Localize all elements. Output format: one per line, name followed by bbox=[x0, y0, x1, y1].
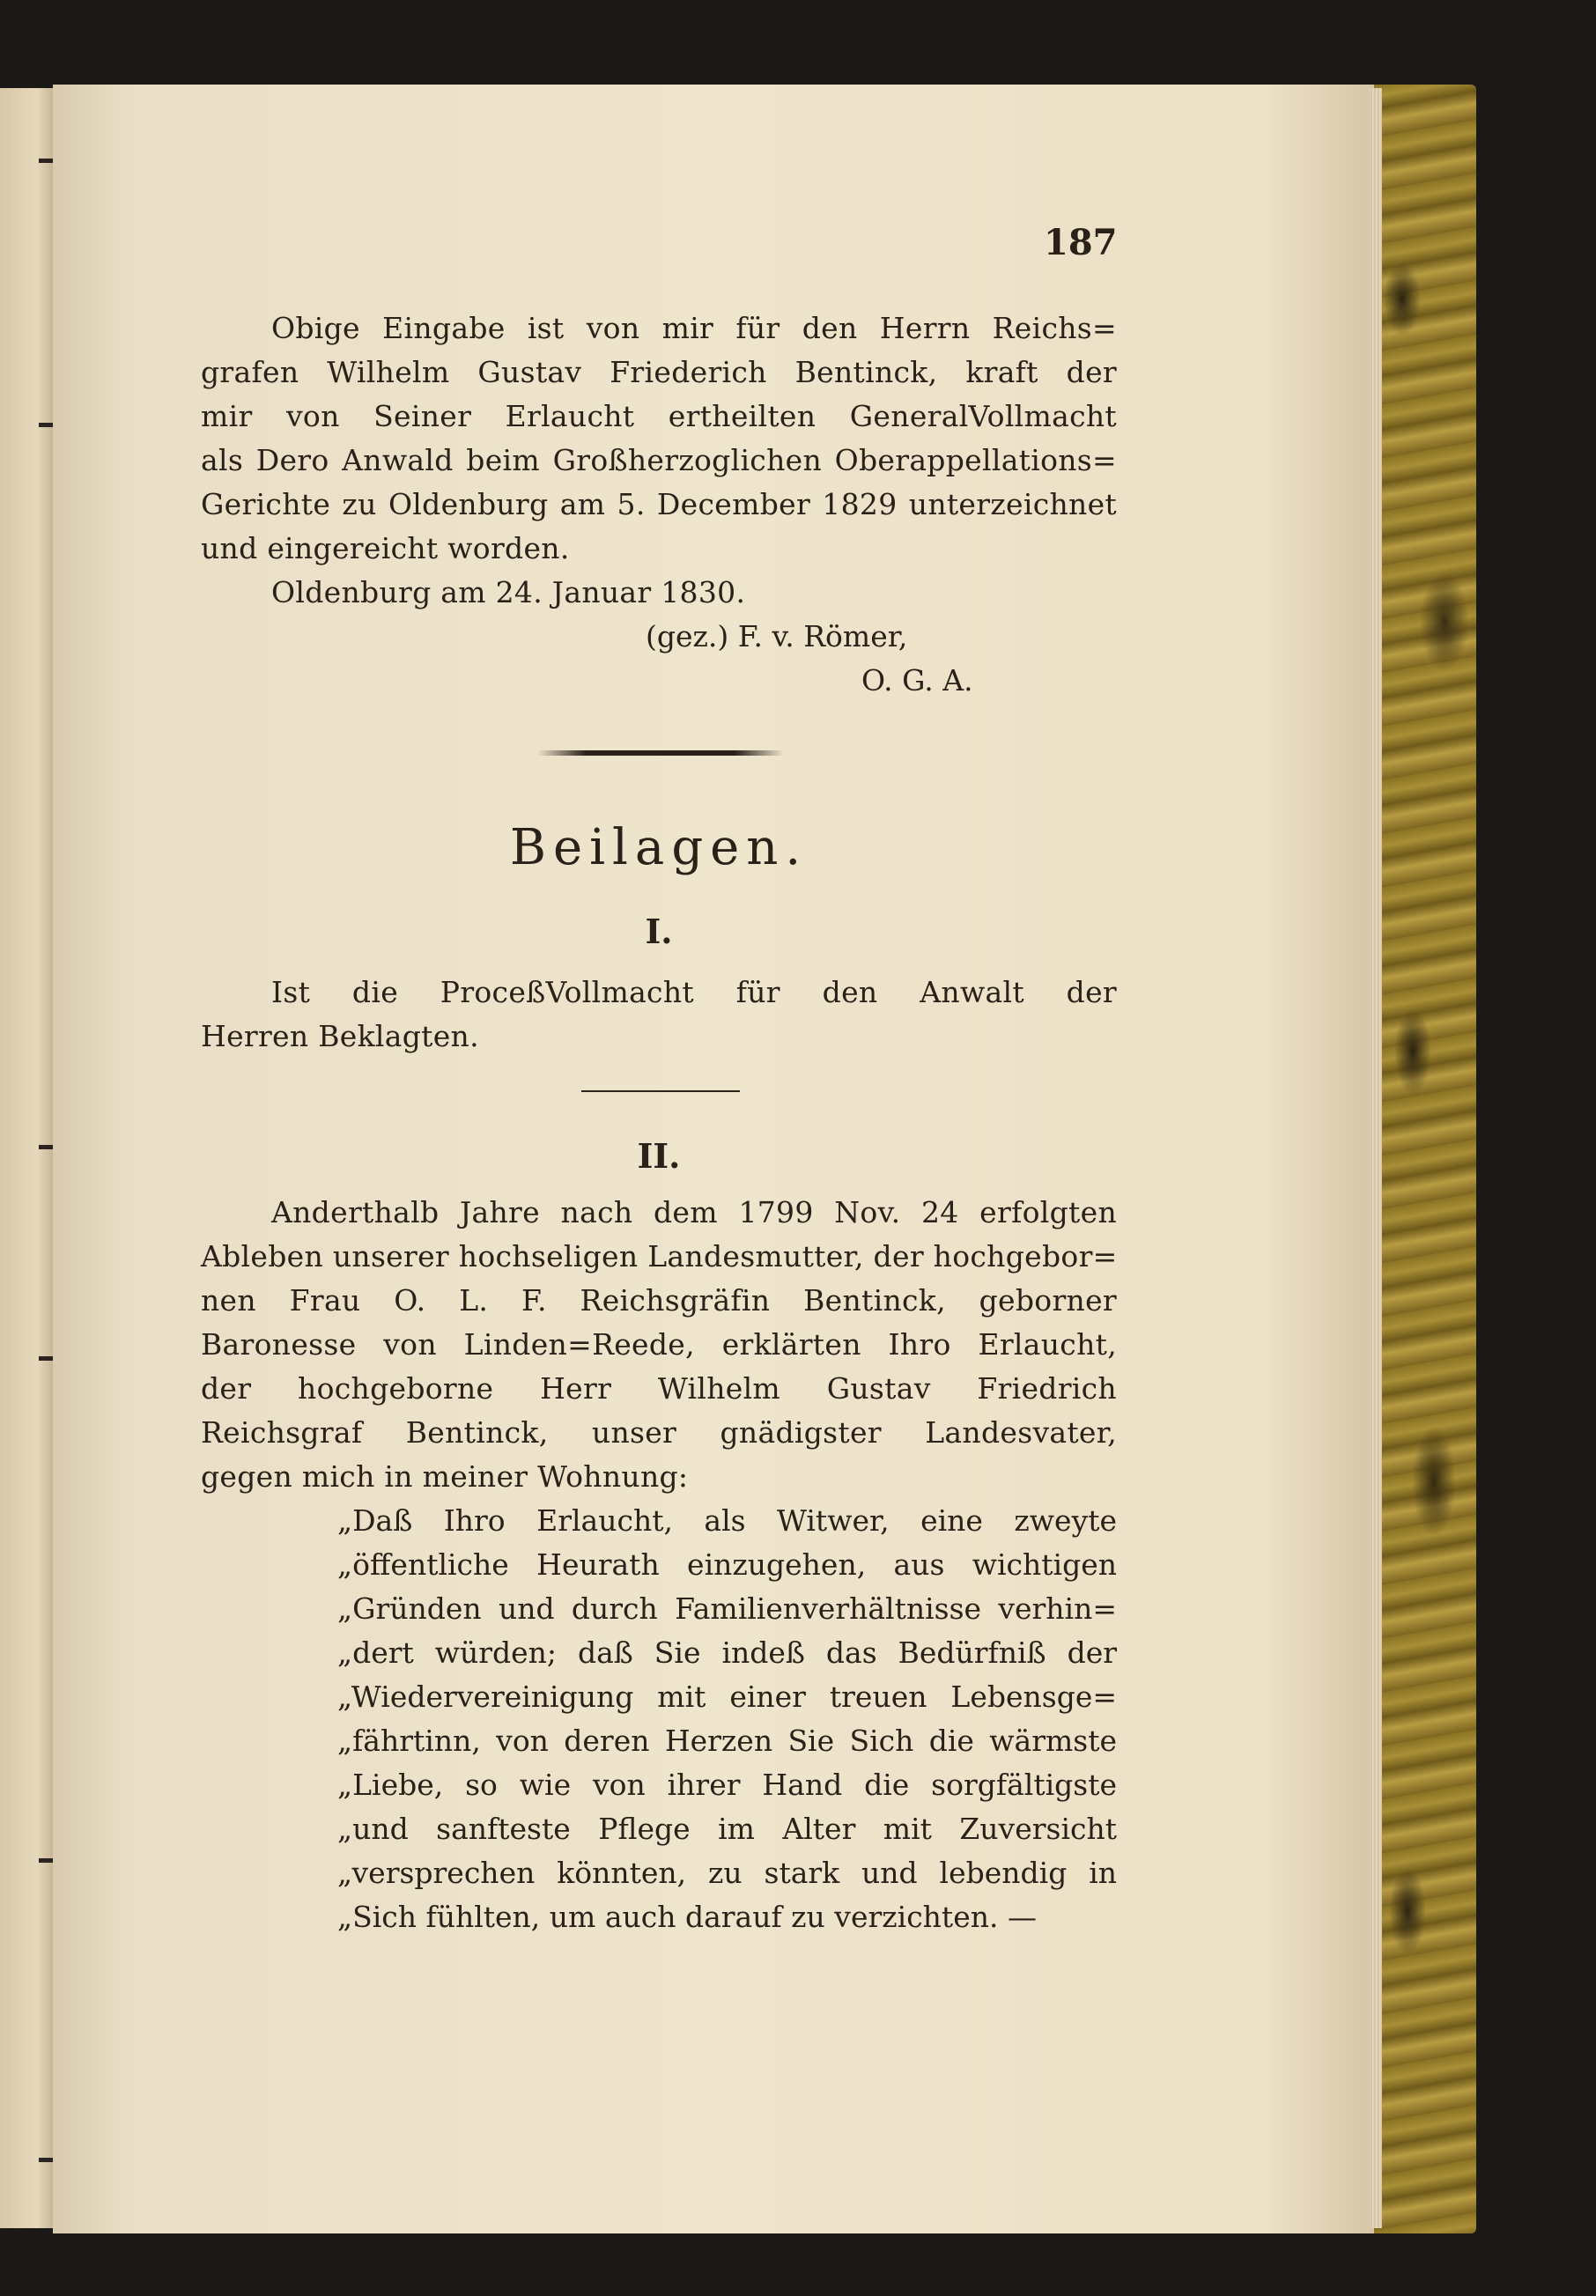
text-line: und eingereicht worden. bbox=[201, 531, 570, 565]
appendix-two-paragraph bbox=[201, 1191, 1117, 1939]
quote-line: „Gründen und durch Familienverhältnisse verhin= bbox=[337, 1591, 1117, 1626]
quote-line: „Wiedervereinigung mit einer treuen Lebensge= bbox=[337, 1680, 1117, 1714]
text-line: Ableben unserer hochseligen Landesmutter, der hochgebor= bbox=[201, 1239, 1118, 1274]
text-line: gegen mich in meiner Wohnung: bbox=[201, 1459, 689, 1494]
quote-line: „Daß Ihro Erlaucht, als Witwer, eine zweyte bbox=[337, 1503, 1117, 1538]
appendix-divider bbox=[581, 1090, 740, 1092]
appendix-numeral-two: II. bbox=[637, 1136, 681, 1176]
certification-paragraph bbox=[201, 306, 1117, 703]
page-number: 187 bbox=[1044, 222, 1118, 263]
text-line: grafen Wilhelm Gustav Friederich Bentinck, kraft der bbox=[201, 355, 1117, 389]
place-date: Oldenburg am 24. Januar 1830. bbox=[271, 575, 746, 609]
section-title: Beilagen. bbox=[509, 819, 809, 876]
quote-line: „versprechen könnten, zu stark und lebendig in bbox=[337, 1856, 1117, 1890]
quote-line: „Sich fühlten, um auch darauf zu verzichten. — bbox=[337, 1900, 1037, 1934]
signature-title: O. G. A. bbox=[861, 663, 973, 698]
text-line: der hochgeborne Herr Wilhelm Gustav Friedrich bbox=[201, 1371, 1117, 1406]
quote-line: „öffentliche Heurath einzugehen, aus wichtigen bbox=[337, 1547, 1117, 1582]
section-divider bbox=[537, 750, 784, 756]
page-stack-edge bbox=[1370, 88, 1382, 2228]
text-line: Herren Beklagten. bbox=[201, 1019, 479, 1053]
text-line: Reichsgraf Bentinck, unser gnädigster Landesvater, bbox=[201, 1415, 1117, 1450]
text-line: Gerichte zu Oldenburg am 5. December 1829 unterzeichnet bbox=[201, 487, 1117, 521]
facing-page-edge bbox=[0, 88, 53, 2228]
signature: (gez.) F. v. Römer, bbox=[646, 619, 908, 653]
text-line: Obige Eingabe ist von mir für den Herrn Reichs= bbox=[271, 311, 1117, 345]
text-line: Baronesse von Linden=Reede, erklärten Ihro Erlaucht, bbox=[201, 1327, 1117, 1362]
text-line: Anderthalb Jahre nach dem 1799 Nov. 24 erfolgten bbox=[271, 1195, 1117, 1229]
appendix-one-paragraph bbox=[201, 971, 1117, 1059]
text-line: mir von Seiner Erlaucht ertheilten GeneralVollmacht bbox=[201, 399, 1117, 433]
quote-line: „Liebe, so wie von ihrer Hand die sorgfältigste bbox=[337, 1768, 1117, 1802]
quote-line: „dert würden; daß Sie indeß das Bedürfniß der bbox=[337, 1635, 1117, 1670]
appendix-numeral-one: I. bbox=[645, 912, 673, 951]
text-line: nen Frau O. L. F. Reichsgräfin Bentinck, geborner bbox=[201, 1283, 1117, 1318]
marbled-cover bbox=[1371, 85, 1476, 2233]
text-line: Ist die ProceßVollmacht für den Anwalt der bbox=[271, 975, 1117, 1009]
quote-line: „fährtinn, von deren Herzen Sie Sich die wärmste bbox=[337, 1724, 1117, 1758]
quote-line: „und sanfteste Pflege im Alter mit Zuversicht bbox=[337, 1812, 1117, 1846]
text-line: als Dero Anwald beim Großherzoglichen Oberappellations= bbox=[201, 443, 1117, 477]
